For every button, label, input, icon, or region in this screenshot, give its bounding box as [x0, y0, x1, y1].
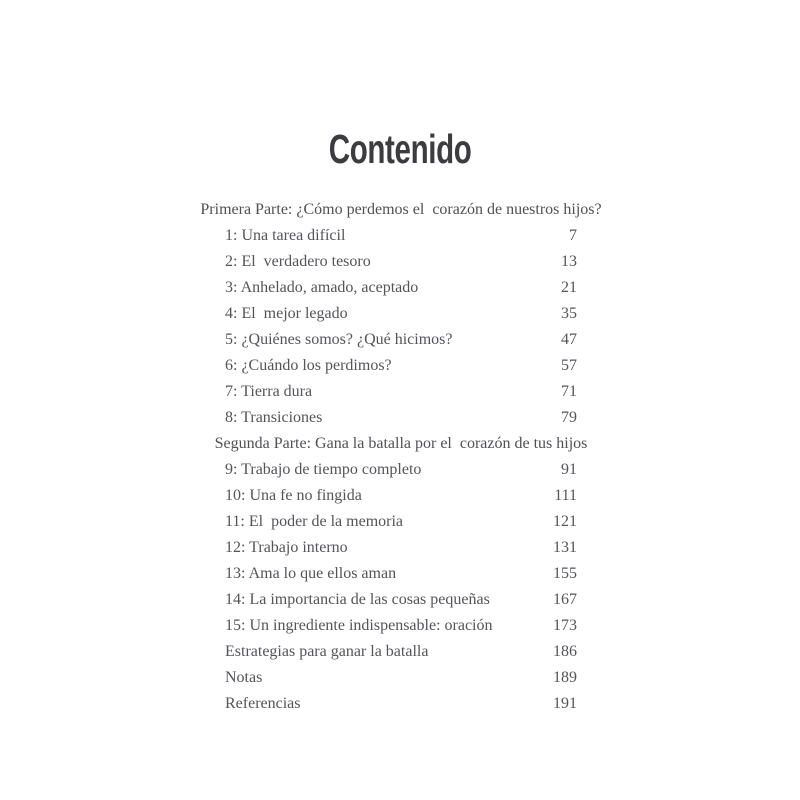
toc-entry — [225, 353, 577, 379]
toc-entry-page-number: 7 — [569, 227, 577, 244]
toc-entry-title: 9: Trabajo de tiempo completo — [225, 461, 422, 478]
page-title-text: Contenido — [328, 126, 472, 172]
toc-entry — [225, 509, 577, 535]
toc-entry-page-number: 111 — [554, 487, 577, 504]
toc-entry-title: 10: Una fe no fingida — [225, 487, 362, 504]
toc-part-heading-label: Primera Parte: ¿Cómo perdemos el corazón de nuestros hijos? — [200, 201, 602, 218]
toc-entry-page-number: 173 — [553, 617, 577, 634]
toc-entry-page-number: 121 — [553, 513, 577, 530]
toc-entry-title: 8: Transiciones — [225, 409, 323, 426]
toc-entry-title: 11: El poder de la memoria — [225, 513, 404, 530]
toc-entry — [225, 223, 577, 249]
toc-entry — [225, 613, 577, 639]
toc-entry-page-number: 13 — [561, 253, 577, 270]
toc-entry-title: Referencias — [225, 695, 301, 712]
toc-entry-title: 5: ¿Quiénes somos? ¿Qué hicimos? — [225, 331, 453, 348]
page-title — [0, 126, 800, 173]
toc-entry-title: 2: El verdadero tesoro — [225, 253, 371, 270]
toc-entry-page-number: 21 — [561, 279, 577, 296]
toc-entry-page-number: 167 — [553, 591, 577, 608]
toc-part-heading-label: Segunda Parte: Gana la batalla por el corazón de tus hijos — [214, 435, 588, 452]
toc-entry-title: Notas — [225, 669, 263, 686]
toc-entry-page-number: 57 — [561, 357, 577, 374]
toc-entry-title: 15: Un ingrediente indispensable: oración — [225, 617, 493, 634]
toc-entry-page-number: 71 — [561, 383, 577, 400]
toc-part-heading — [200, 197, 602, 223]
toc-entry-title: 6: ¿Cuándo los perdimos? — [225, 357, 392, 374]
toc-entry — [225, 405, 577, 431]
toc-entry — [225, 249, 577, 275]
toc-entry — [225, 327, 577, 353]
toc-entry-page-number: 79 — [561, 409, 577, 426]
toc-entry-title: 4: El mejor legado — [225, 305, 348, 322]
table-of-contents — [200, 197, 602, 717]
toc-entry — [225, 457, 577, 483]
toc-entry-title: 12: Trabajo interno — [225, 539, 348, 556]
toc-entry — [225, 275, 577, 301]
toc-entry — [225, 483, 577, 509]
toc-entry — [225, 379, 577, 405]
toc-entry-title: Estrategias para ganar la batalla — [225, 643, 429, 660]
toc-entry-page-number: 186 — [553, 643, 577, 660]
toc-entry — [225, 535, 577, 561]
toc-entry-page-number: 155 — [553, 565, 577, 582]
toc-entry-page-number: 189 — [553, 669, 577, 686]
toc-entry — [225, 691, 577, 717]
toc-entry — [225, 639, 577, 665]
toc-entry-page-number: 47 — [561, 331, 577, 348]
toc-entry-title: 3: Anhelado, amado, aceptado — [225, 279, 419, 296]
toc-entry-title: 13: Ama lo que ellos aman — [225, 565, 397, 582]
toc-entry — [225, 301, 577, 327]
toc-entry — [225, 561, 577, 587]
toc-entry-page-number: 131 — [553, 539, 577, 556]
toc-part-heading — [214, 431, 588, 457]
toc-entry — [225, 587, 577, 613]
toc-entry-title: 1: Una tarea difícil — [225, 227, 346, 244]
toc-entry-title: 14: La importancia de las cosas pequeñas — [225, 591, 490, 608]
toc-entry-title: 7: Tierra dura — [225, 383, 313, 400]
toc-entry — [225, 665, 577, 691]
toc-entry-page-number: 91 — [561, 461, 577, 478]
toc-entry-page-number: 35 — [561, 305, 577, 322]
toc-entry-page-number: 191 — [553, 695, 577, 712]
